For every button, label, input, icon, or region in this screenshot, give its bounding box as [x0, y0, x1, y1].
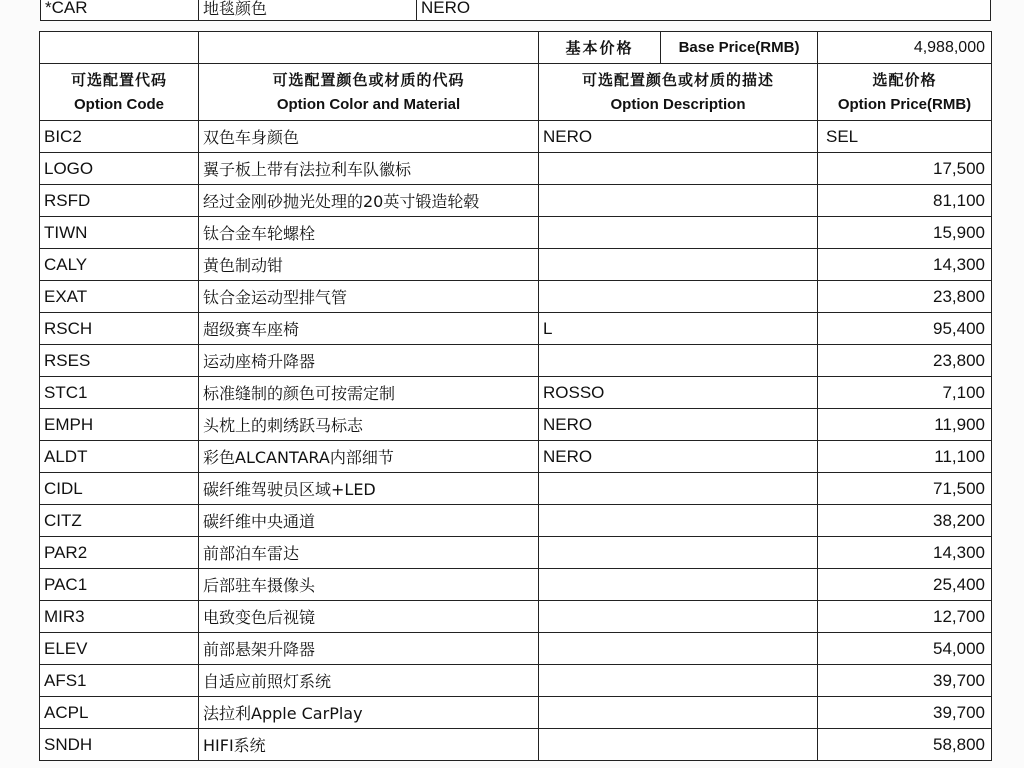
option-price-cell: 12,700 [818, 601, 992, 633]
option-code-cell: MIR3 [40, 601, 199, 633]
option-description-cell [539, 153, 818, 185]
table-row [40, 217, 992, 249]
option-code-cell: PAC1 [40, 569, 199, 601]
option-name-cell: 电致变色后视镜 [199, 601, 539, 633]
option-code-cell: STC1 [40, 377, 199, 409]
option-description-cell [539, 569, 818, 601]
option-price-cell: 54,000 [818, 633, 992, 665]
option-code-cell: CIDL [40, 473, 199, 505]
option-name-cell: 后部驻车摄像头 [199, 569, 539, 601]
option-code-header [40, 64, 199, 121]
option-description-cell [539, 473, 818, 505]
option-price-cell: 14,300 [818, 537, 992, 569]
option-description-cell [539, 665, 818, 697]
base-price-label-en: Base Price(RMB) [661, 32, 818, 64]
option-price-cell: 14,300 [818, 249, 992, 281]
option-name-cell: 碳纤维驾驶员区域+LED [199, 473, 539, 505]
option-code-cell: ELEV [40, 633, 199, 665]
option-description-cell [539, 537, 818, 569]
option-description-cell [539, 281, 818, 313]
option-description-cell [539, 697, 818, 729]
option-price-cell: 25,400 [818, 569, 992, 601]
option-price-cell: 81,100 [818, 185, 992, 217]
option-price-cell: 23,800 [818, 345, 992, 377]
table-row [40, 345, 992, 377]
option-name-cell: 双色车身颜色 [199, 121, 539, 153]
option-code-cell: SNDH [40, 729, 199, 761]
option-code-cell: RSES [40, 345, 199, 377]
table-row [40, 729, 992, 761]
table-row [40, 697, 992, 729]
option-description-cell: NERO [539, 121, 818, 153]
option-description-cell [539, 633, 818, 665]
option-price-header-zh: 选配价格 [872, 71, 937, 89]
table-row [40, 313, 992, 345]
option-code-cell: EXAT [40, 281, 199, 313]
option-price-cell: 11,900 [818, 409, 992, 441]
option-description-header [539, 64, 818, 121]
table-row [40, 409, 992, 441]
option-description-cell [539, 185, 818, 217]
option-name-cell: 钛合金运动型排气管 [199, 281, 539, 313]
option-code-cell: CALY [40, 249, 199, 281]
option-code-cell: LOGO [40, 153, 199, 185]
option-price-cell: 23,800 [818, 281, 992, 313]
table-row [40, 377, 992, 409]
option-price-cell: 95,400 [818, 313, 992, 345]
table-row [40, 473, 992, 505]
carpet-description-cell: 地毯颜色 [199, 0, 417, 21]
carpet-value-cell: NERO [417, 0, 991, 21]
option-code-cell: BIC2 [40, 121, 199, 153]
base-price-value: 4,988,000 [818, 32, 992, 64]
option-description-cell [539, 601, 818, 633]
option-price-cell: SEL [818, 121, 992, 153]
option-price-cell: 39,700 [818, 697, 992, 729]
table-row [40, 569, 992, 601]
table-row [40, 537, 992, 569]
option-code-cell: RSFD [40, 185, 199, 217]
option-code-cell: EMPH [40, 409, 199, 441]
carpet-color-row [41, 0, 991, 21]
option-code-cell: ACPL [40, 697, 199, 729]
option-code-cell: CITZ [40, 505, 199, 537]
option-code-cell: PAR2 [40, 537, 199, 569]
option-description-cell [539, 249, 818, 281]
option-code-cell: TIWN [40, 217, 199, 249]
option-color-header-en: Option Color and Material [276, 96, 461, 113]
option-name-cell: 运动座椅升降器 [199, 345, 539, 377]
options-price-table [39, 31, 992, 761]
option-description-header-en: Option Description [610, 96, 746, 113]
option-name-cell: 前部悬架升降器 [199, 633, 539, 665]
empty-cell [199, 32, 539, 64]
table-row [40, 185, 992, 217]
option-code-header-en: Option Code [74, 96, 164, 113]
option-price-cell: 17,500 [818, 153, 992, 185]
option-name-cell: 经过金刚砂抛光处理的20英寸锻造轮毂 [199, 185, 539, 217]
option-price-cell: 58,800 [818, 729, 992, 761]
option-name-cell: 前部泊车雷达 [199, 537, 539, 569]
option-price-header [818, 64, 992, 121]
option-price-cell: 38,200 [818, 505, 992, 537]
option-description-header-zh: 可选配置颜色或材质的描述 [581, 71, 774, 89]
table-row [40, 665, 992, 697]
option-code-cell: ALDT [40, 441, 199, 473]
option-code-header-zh: 可选配置代码 [70, 71, 167, 89]
option-name-cell: 法拉利Apple CarPlay [199, 697, 539, 729]
option-code-cell: AFS1 [40, 665, 199, 697]
option-color-header-zh: 可选配置颜色或材质的代码 [272, 71, 465, 89]
option-name-cell: 自适应前照灯系统 [199, 665, 539, 697]
carpet-color-table [40, 0, 991, 21]
option-description-cell: NERO [539, 409, 818, 441]
option-name-cell: 钛合金车轮螺栓 [199, 217, 539, 249]
table-row [40, 281, 992, 313]
option-name-cell: 黄色制动钳 [199, 249, 539, 281]
table-row [40, 505, 992, 537]
table-row [40, 633, 992, 665]
option-price-cell: 11,100 [818, 441, 992, 473]
option-description-cell: ROSSO [539, 377, 818, 409]
base-price-label-zh: 基本价格 [539, 32, 661, 64]
option-name-cell: HIFI系统 [199, 729, 539, 761]
option-color-header [199, 64, 539, 121]
option-name-cell: 超级赛车座椅 [199, 313, 539, 345]
empty-cell [40, 32, 199, 64]
option-price-cell: 71,500 [818, 473, 992, 505]
base-price-row [40, 32, 992, 64]
option-name-cell: 头枕上的刺绣跃马标志 [199, 409, 539, 441]
table-row [40, 153, 992, 185]
option-description-cell: L [539, 313, 818, 345]
option-description-cell [539, 345, 818, 377]
table-row [40, 249, 992, 281]
option-description-cell [539, 217, 818, 249]
option-name-cell: 碳纤维中央通道 [199, 505, 539, 537]
option-name-cell: 翼子板上带有法拉利车队徽标 [199, 153, 539, 185]
option-description-cell [539, 505, 818, 537]
table-row [40, 601, 992, 633]
option-name-cell: 标准缝制的颜色可按需定制 [199, 377, 539, 409]
option-price-cell: 15,900 [818, 217, 992, 249]
option-description-cell [539, 729, 818, 761]
option-price-cell: 7,100 [818, 377, 992, 409]
table-row [40, 121, 992, 153]
option-code-cell: RSCH [40, 313, 199, 345]
carpet-code-cell: *CAR [41, 0, 199, 21]
option-name-cell: 彩色ALCANTARA内部细节 [199, 441, 539, 473]
column-header-row [40, 64, 992, 121]
option-price-cell: 39,700 [818, 665, 992, 697]
option-price-header-en: Option Price(RMB) [837, 96, 972, 113]
option-description-cell: NERO [539, 441, 818, 473]
table-row [40, 441, 992, 473]
